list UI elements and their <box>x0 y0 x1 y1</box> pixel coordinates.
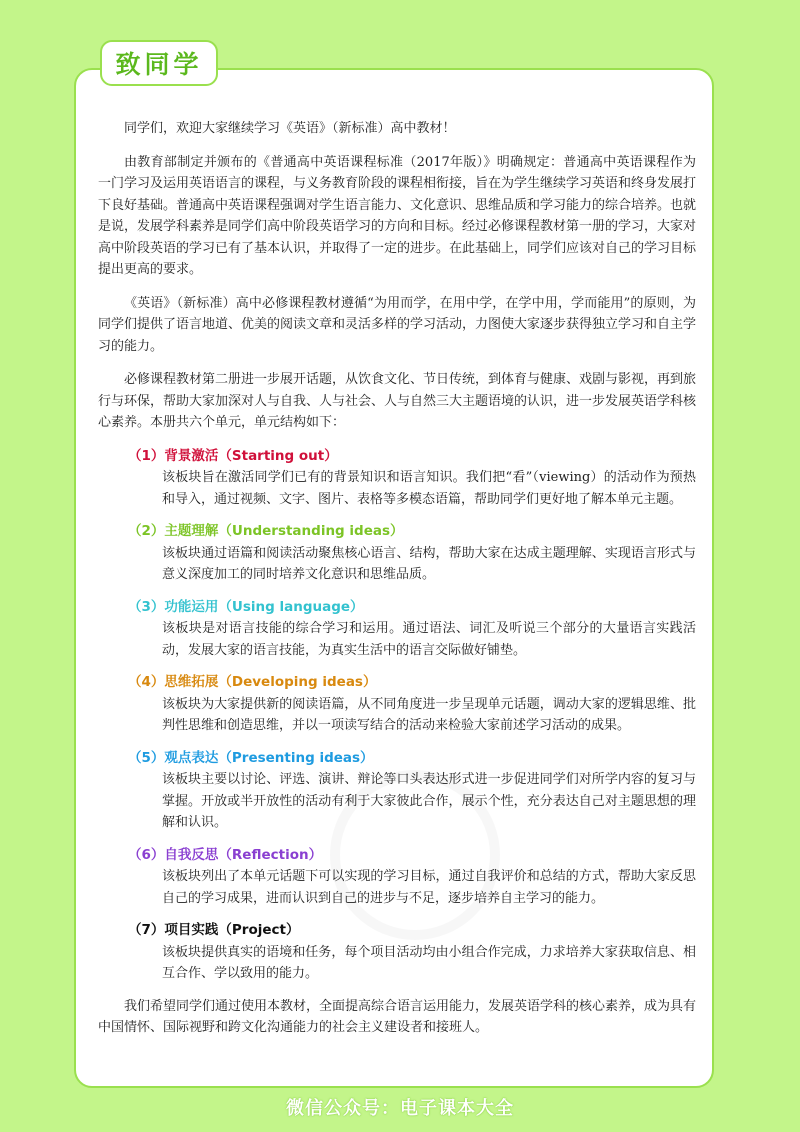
section-project <box>128 920 696 985</box>
intro-paragraph-1: 由教育部制定并颁布的《普通高中英语课程标准（2017年版）》明确规定：普通高中英语课程作为一门学习及运用英语语言的课程，与义务教育阶段的课程相衔接，旨在为学生继续学习英语和终身发展打下良好基础。普通高中英语课程强调对学生语言能力、文化意识、思维品质和学习能力的综合培养。也就是说，发展学科素养是同学们高中阶段英语学习的方向和目标。经过必修课程教材第一册的学习，大家对高中阶段英语的学习已有了基本认识，并取得了一定的进步。在此基础上，同学们应该对自己的学习目标提出更高的要求。 <box>98 154 697 277</box>
section-title: （6）自我反思（Reflection） <box>128 846 323 863</box>
closing-paragraph: 我们希望同学们通过使用本教材，全面提高综合语言运用能力，发展英语学科的核心素养，成为具有中国情怀、国际视野和跨文化沟通能力的社会主义建设者和接班人。 <box>98 998 697 1035</box>
intro-paragraph-3: 必修课程教材第二册进一步展开话题，从饮食文化、节日传统，到体育与健康、戏剧与影视，再到旅行与环保，帮助大家加深对人与自我、人与社会、人与自然三大主题语境的认识，进一步发展英语学科核心素养。本册共六个单元，单元结构如下： <box>98 372 697 430</box>
letter-content <box>98 118 696 1051</box>
section-description: 该板块提供真实的语境和任务，每个项目活动均由小组合作完成，力求培养大家获取信息、相互合作、学以致用的能力。 <box>162 944 696 981</box>
section-description: 该板块通过语篇和阅读活动聚焦核心语言、结构，帮助大家在达成主题理解、实现语言形式与意义深度加工的同时培养文化意识和思维品质。 <box>162 545 696 582</box>
section-title: （2）主题理解（Understanding ideas） <box>128 523 404 539</box>
page-title: 致同学 <box>115 50 203 79</box>
section-title: （3）功能运用（Using language） <box>128 598 364 615</box>
section-presenting-ideas <box>128 748 696 834</box>
section-title: （5）观点表达（Presenting ideas） <box>128 749 374 766</box>
section-description: 该板块为大家提供新的阅读语篇，从不同角度进一步呈现单元话题，调动大家的逻辑思维、批判性思维和创造思维，并以一项读写结合的活动来检验大家前述学习活动的成果。 <box>162 696 696 733</box>
section-understanding-ideas <box>128 521 696 586</box>
greeting: 同学们，欢迎大家继续学习《英语》（新标准）高中教材！ <box>124 121 456 136</box>
footer-label: 微信公众号：电子课本大全 <box>286 1098 514 1119</box>
section-using-language <box>128 597 696 662</box>
section-description: 该板块旨在激活同学们已有的背景知识和语言知识。我们把“看”（viewing）的活动作为预热和导入，通过视频、文字、图片、表格等多模态语篇，帮助同学们更好地了解本单元主题。 <box>162 470 696 507</box>
section-starting-out <box>128 446 696 511</box>
section-title: （7）项目实践（Project） <box>128 922 300 938</box>
section-reflection <box>128 845 696 910</box>
intro-paragraph-2: 《英语》（新标准）高中必修课程教材遵循“为用而学，在用中学，在学中用，学而能用”的原则，为同学们提供了语言地道、优美的阅读文章和灵活多样的学习活动，力图使大家逐步获得独立学习和自主学习的能力。 <box>98 295 697 354</box>
section-title: （1）背景激活（Starting out） <box>128 447 338 464</box>
section-description: 该板块主要以讨论、评选、演讲、辩论等口头表达形式进一步促进同学们对所学内容的复习与掌握。开放或半开放性的活动有利于大家彼此合作，展示个性，充分表达自己对主题思想的理解和认识。 <box>162 772 696 830</box>
section-description: 该板块列出了本单元话题下可以实现的学习目标，通过自我评价和总结的方式，帮助大家反思自己的学习成果，进而认识到自己的进步与不足，逐步培养自主学习的能力。 <box>162 869 696 906</box>
section-developing-ideas <box>128 672 696 737</box>
section-description: 该板块是对语言技能的综合学习和运用。通过语法、词汇及听说三个部分的大量语言实践活动，发展大家的语言技能，为真实生活中的语言交际做好铺垫。 <box>162 621 696 658</box>
section-title: （4）思维拓展（Developing ideas） <box>128 674 377 690</box>
title-tab <box>100 40 218 86</box>
